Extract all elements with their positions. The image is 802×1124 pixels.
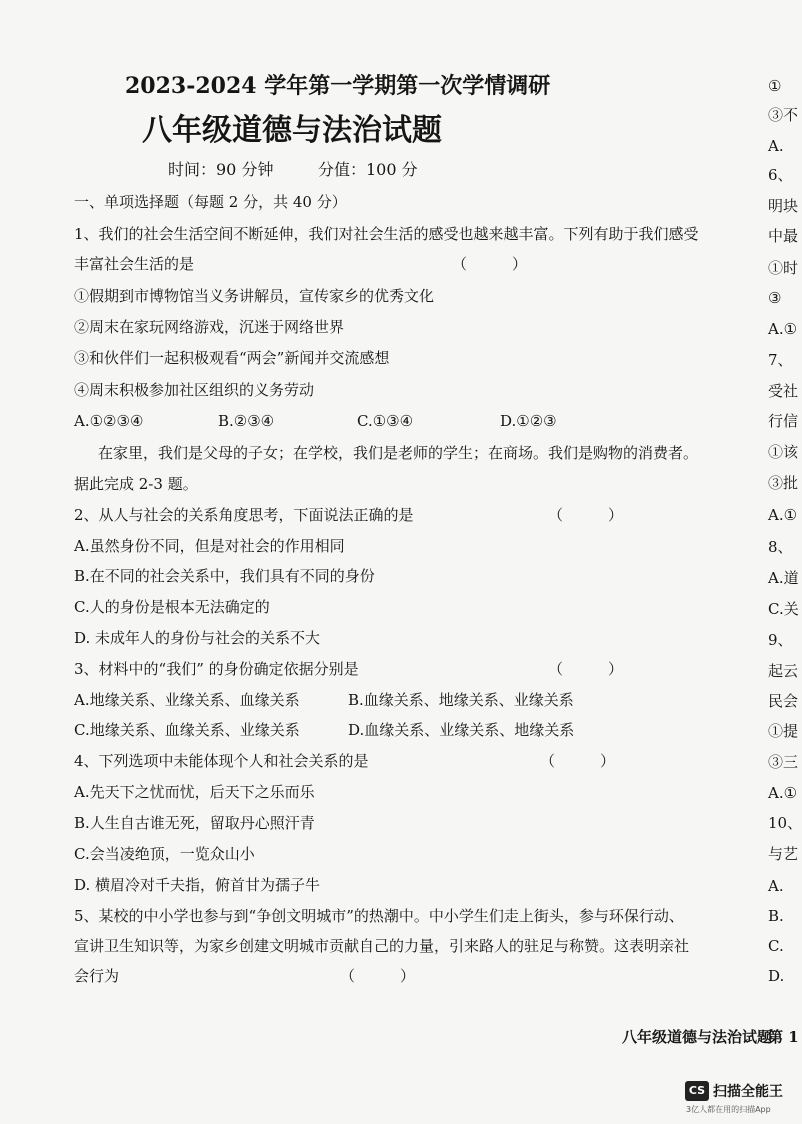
edge-text: 行信: [768, 412, 799, 430]
q3-stem: 3、材料中的“我们” 的身份确定依据分别是: [74, 660, 359, 678]
q3-answer-paren: （ ）: [548, 660, 624, 678]
edge-text: 9、: [768, 631, 793, 649]
edge-text: ①: [768, 77, 782, 95]
edge-text: A.①: [768, 784, 798, 802]
edge-text: 民会: [768, 692, 799, 710]
q1-stem-line2: 丰富社会生活的是: [74, 255, 195, 273]
edge-text: 受社: [768, 382, 799, 400]
edge-text: ③不: [768, 106, 799, 124]
q1-option-b: B.②③④: [218, 412, 275, 430]
q5-answer-paren: （ ）: [340, 967, 416, 985]
q3-option-a: A.地缘关系、业缘关系、血缘关系: [74, 691, 300, 709]
q1-answer-paren: （ ）: [452, 255, 528, 273]
edge-text: C.关: [768, 600, 799, 618]
edge-text: A.①: [768, 506, 798, 524]
q5-stem-line3: 会行为: [74, 967, 120, 985]
edge-text: 起云: [768, 662, 799, 680]
footer-page-label: 八年级道德与法治试题: [622, 1028, 773, 1046]
edge-text: ③: [768, 289, 782, 307]
footer-page-number: 第 1: [768, 1028, 799, 1046]
edge-text: 中最: [768, 227, 799, 245]
q4-option-d: D. 横眉冷对千夫指，俯首甘为孺子牛: [74, 876, 321, 894]
q1-statement-3: ③和伙伴们一起积极观看“两会”新闻并交流感想: [74, 349, 390, 367]
q1-option-a: A.①②③④: [74, 412, 144, 430]
edge-text: 10、: [768, 814, 802, 832]
edge-text: 7、: [768, 351, 793, 369]
section-heading: 一、单项选择题（每题 2 分，共 40 分）: [74, 193, 347, 211]
q3-option-c: C.地缘关系、血缘关系、业缘关系: [74, 721, 300, 739]
material-line1: 在家里，我们是父母的子女；在学校，我们是老师的学生；在商场。我们是购物的消费者。: [98, 444, 699, 462]
q2-option-a: A.虽然身份不同，但是对社会的作用相同: [74, 537, 345, 555]
q4-option-a: A.先天下之忧而忧，后天下之乐而乐: [74, 783, 315, 801]
q1-stem-line1: 1、我们的社会生活空间不断延伸，我们对社会生活的感受也越来越丰富。下列有助于我们感受: [74, 225, 699, 243]
edge-text: ①该: [768, 443, 799, 461]
material-line2: 据此完成 2-3 题。: [74, 475, 198, 493]
edge-text: A.①: [768, 320, 798, 338]
exam-score: 分值：100 分: [318, 160, 418, 179]
q4-answer-paren: （ ）: [540, 752, 616, 770]
q1-option-d: D.①②③: [500, 412, 557, 430]
edge-text: D.: [768, 967, 785, 985]
q5-stem-line1: 5、某校的中小学也参与到“争创文明城市”的热潮中。中小学生们走上街头，参与环保行动、: [74, 907, 684, 925]
edge-text: ①提: [768, 722, 799, 740]
exam-subject-title: 八年级道德与法治试题: [142, 113, 442, 148]
edge-text: A.道: [768, 569, 799, 587]
q1-option-c: C.①③④: [357, 412, 414, 430]
edge-text: ③批: [768, 474, 799, 492]
q2-answer-paren: （ ）: [548, 506, 624, 524]
q4-option-b: B.人生自古谁无死，留取丹心照汗青: [74, 814, 315, 832]
edge-text: 明块: [768, 197, 799, 215]
q2-option-b: B.在不同的社会关系中，我们具有不同的身份: [74, 567, 375, 585]
q4-option-c: C.会当凌绝顶，一览众山小: [74, 845, 255, 863]
scanner-logo-icon: CS: [685, 1081, 709, 1101]
exam-time: 时间：90 分钟: [168, 160, 274, 179]
q1-statement-1: ①假期到市博物馆当义务讲解员，宣传家乡的优秀文化: [74, 287, 435, 305]
edge-text: 8、: [768, 538, 793, 556]
edge-text: C.: [768, 937, 784, 955]
q5-stem-line2: 宣讲卫生知识等，为家乡创建文明城市贡献自己的力量，引来路人的驻足与称赞。这表明亲社: [74, 937, 690, 955]
edge-text: B.: [768, 907, 784, 925]
q2-stem: 2、从人与社会的关系角度思考，下面说法正确的是: [74, 506, 414, 524]
q1-statement-2: ②周末在家玩网络游戏，沉迷于网络世界: [74, 318, 345, 336]
exam-term-title: 2023-2024 学年第一学期第一次学情调研: [125, 73, 551, 99]
edge-text: ①时: [768, 259, 799, 277]
q3-option-d: D.血缘关系、业缘关系、地缘关系: [348, 721, 575, 739]
scanner-tagline: 3亿人都在用的扫描App: [686, 1105, 771, 1114]
q2-option-c: C.人的身份是根本无法确定的: [74, 598, 270, 616]
q4-stem: 4、下列选项中未能体现个人和社会关系的是: [74, 752, 369, 770]
scanner-app-name: 扫描全能王: [713, 1084, 783, 1100]
edge-text: 6、: [768, 166, 793, 184]
edge-text: ③三: [768, 753, 799, 771]
edge-text: A.: [768, 137, 784, 155]
edge-text: A.: [768, 877, 784, 895]
q1-statement-4: ④周末积极参加社区组织的义务劳动: [74, 381, 315, 399]
edge-text: 与艺: [768, 845, 799, 863]
q3-option-b: B.血缘关系、地缘关系、业缘关系: [348, 691, 574, 709]
q2-option-d: D. 未成年人的身份与社会的关系不大: [74, 629, 321, 647]
